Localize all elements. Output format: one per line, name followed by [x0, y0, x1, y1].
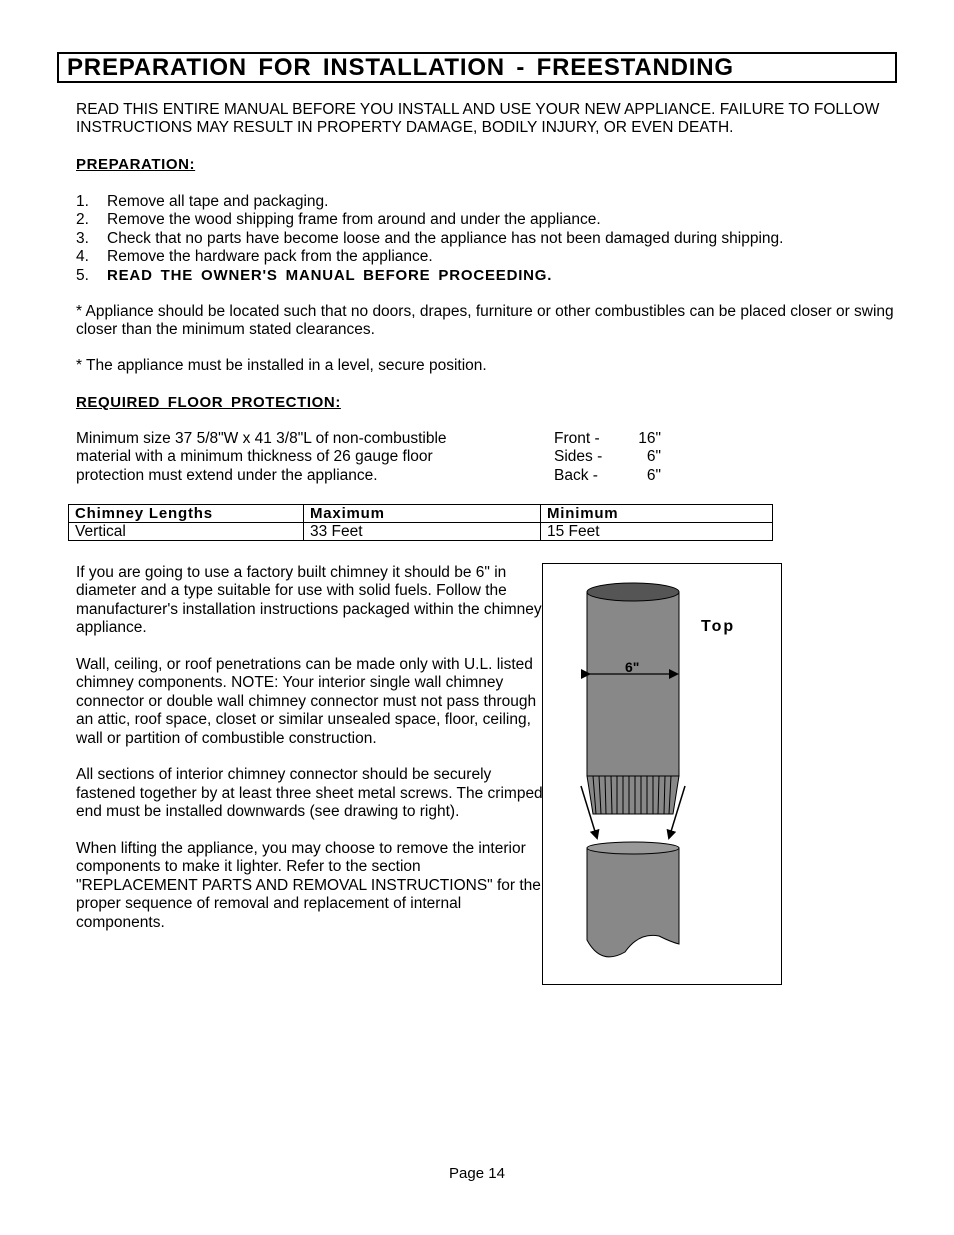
preparation-steps: [76, 193, 896, 285]
page-title: PREPARATION FOR INSTALLATION - FREESTANDING: [67, 54, 734, 81]
spec-back: Back - 6": [554, 466, 661, 484]
spec-sides: Sides - 6": [554, 448, 661, 466]
table-header-row: [69, 505, 773, 523]
table-cell: 15 Feet: [541, 523, 773, 541]
preparation-heading: PREPARATION:: [76, 156, 196, 173]
table-header: Maximum: [304, 505, 541, 523]
chimney-instructions: [76, 564, 546, 950]
list-item: 3. Check that no parts have become loose and the appliance has not been damaged during shipping.: [76, 229, 784, 247]
table-cell: Vertical: [69, 523, 304, 541]
diameter-label: 6": [625, 659, 640, 675]
clearance-specs: [554, 430, 661, 485]
list-item: 2. Remove the wood shipping frame from around and under the appliance.: [76, 211, 601, 229]
list-item: 5. READ THE OWNER'S MANUAL BEFORE PROCEEDING.: [76, 266, 553, 284]
floor-protection-heading: REQUIRED FLOOR PROTECTION:: [76, 394, 341, 411]
paragraph: All sections of interior chimney connector should be securely fastened together by at least three sheet metal screws. The crimped end must be installed downwards (see drawing to right).: [76, 766, 543, 821]
clearance-note: * Appliance should be located such that no doors, drapes, furniture or other combustibles can be placed closer or swing closer than the minimum stated clearances.: [76, 303, 894, 339]
page-title-box: [57, 52, 897, 83]
list-item: 4. Remove the hardware pack from the appliance.: [76, 248, 433, 266]
upper-pipe: [587, 592, 679, 776]
paragraph: Wall, ceiling, or roof penetrations can be made only with U.L. listed chimney components. NOTE: Your interior single wall chimney connector or double wall chimney connector must not pass through an attic, roof space, closet or similar unsealed space, floor, ceiling, wall or partition of combustible construction.: [76, 656, 537, 747]
table-header: Minimum: [541, 505, 773, 523]
floor-protection-text: Minimum size 37 5/8"W x 41 3/8"L of non-combustible material with a minimum thickness of 26 gauge floor protection must extend under the appliance.: [76, 430, 447, 484]
pipe-drawing: [543, 564, 781, 984]
level-note: * The appliance must be installed in a level, secure position.: [76, 357, 487, 374]
lower-pipe-top: [587, 842, 679, 854]
lower-pipe: [587, 848, 679, 957]
page-number: Page 14: [449, 1165, 505, 1182]
paragraph: When lifting the appliance, you may choose to remove the interior components to make it lighter. Refer to the section "REPLACEMENT PARTS AND REMOVAL INSTRUCTIONS" for the proper sequence of removal and replacement of internal components.: [76, 840, 541, 931]
spec-front: Front - 16": [554, 430, 661, 447]
intro-warning: READ THIS ENTIRE MANUAL BEFORE YOU INSTALL AND USE YOUR NEW APPLIANCE. FAILURE TO FOLLOW INSTRUCTIONS MAY RESULT IN PROPERTY DAMAGE, BODILY INJURY, OR EVEN DEATH.: [76, 101, 880, 137]
chimney-length-table: [68, 504, 773, 541]
chimney-connector-diagram: [542, 563, 782, 985]
top-label: Top: [701, 618, 736, 635]
table-cell: 33 Feet: [304, 523, 541, 541]
table-row: [69, 523, 773, 541]
upper-pipe-top: [587, 583, 679, 601]
paragraph: If you are going to use a factory built chimney it should be 6" in diameter and a type suitable for use with solid fuels. Follow the manufacturer's installation instructions packaged within the chimney appliance.: [76, 564, 542, 637]
list-item: 1. Remove all tape and packaging.: [76, 193, 329, 210]
table-header: Chimney Lengths: [69, 505, 304, 523]
